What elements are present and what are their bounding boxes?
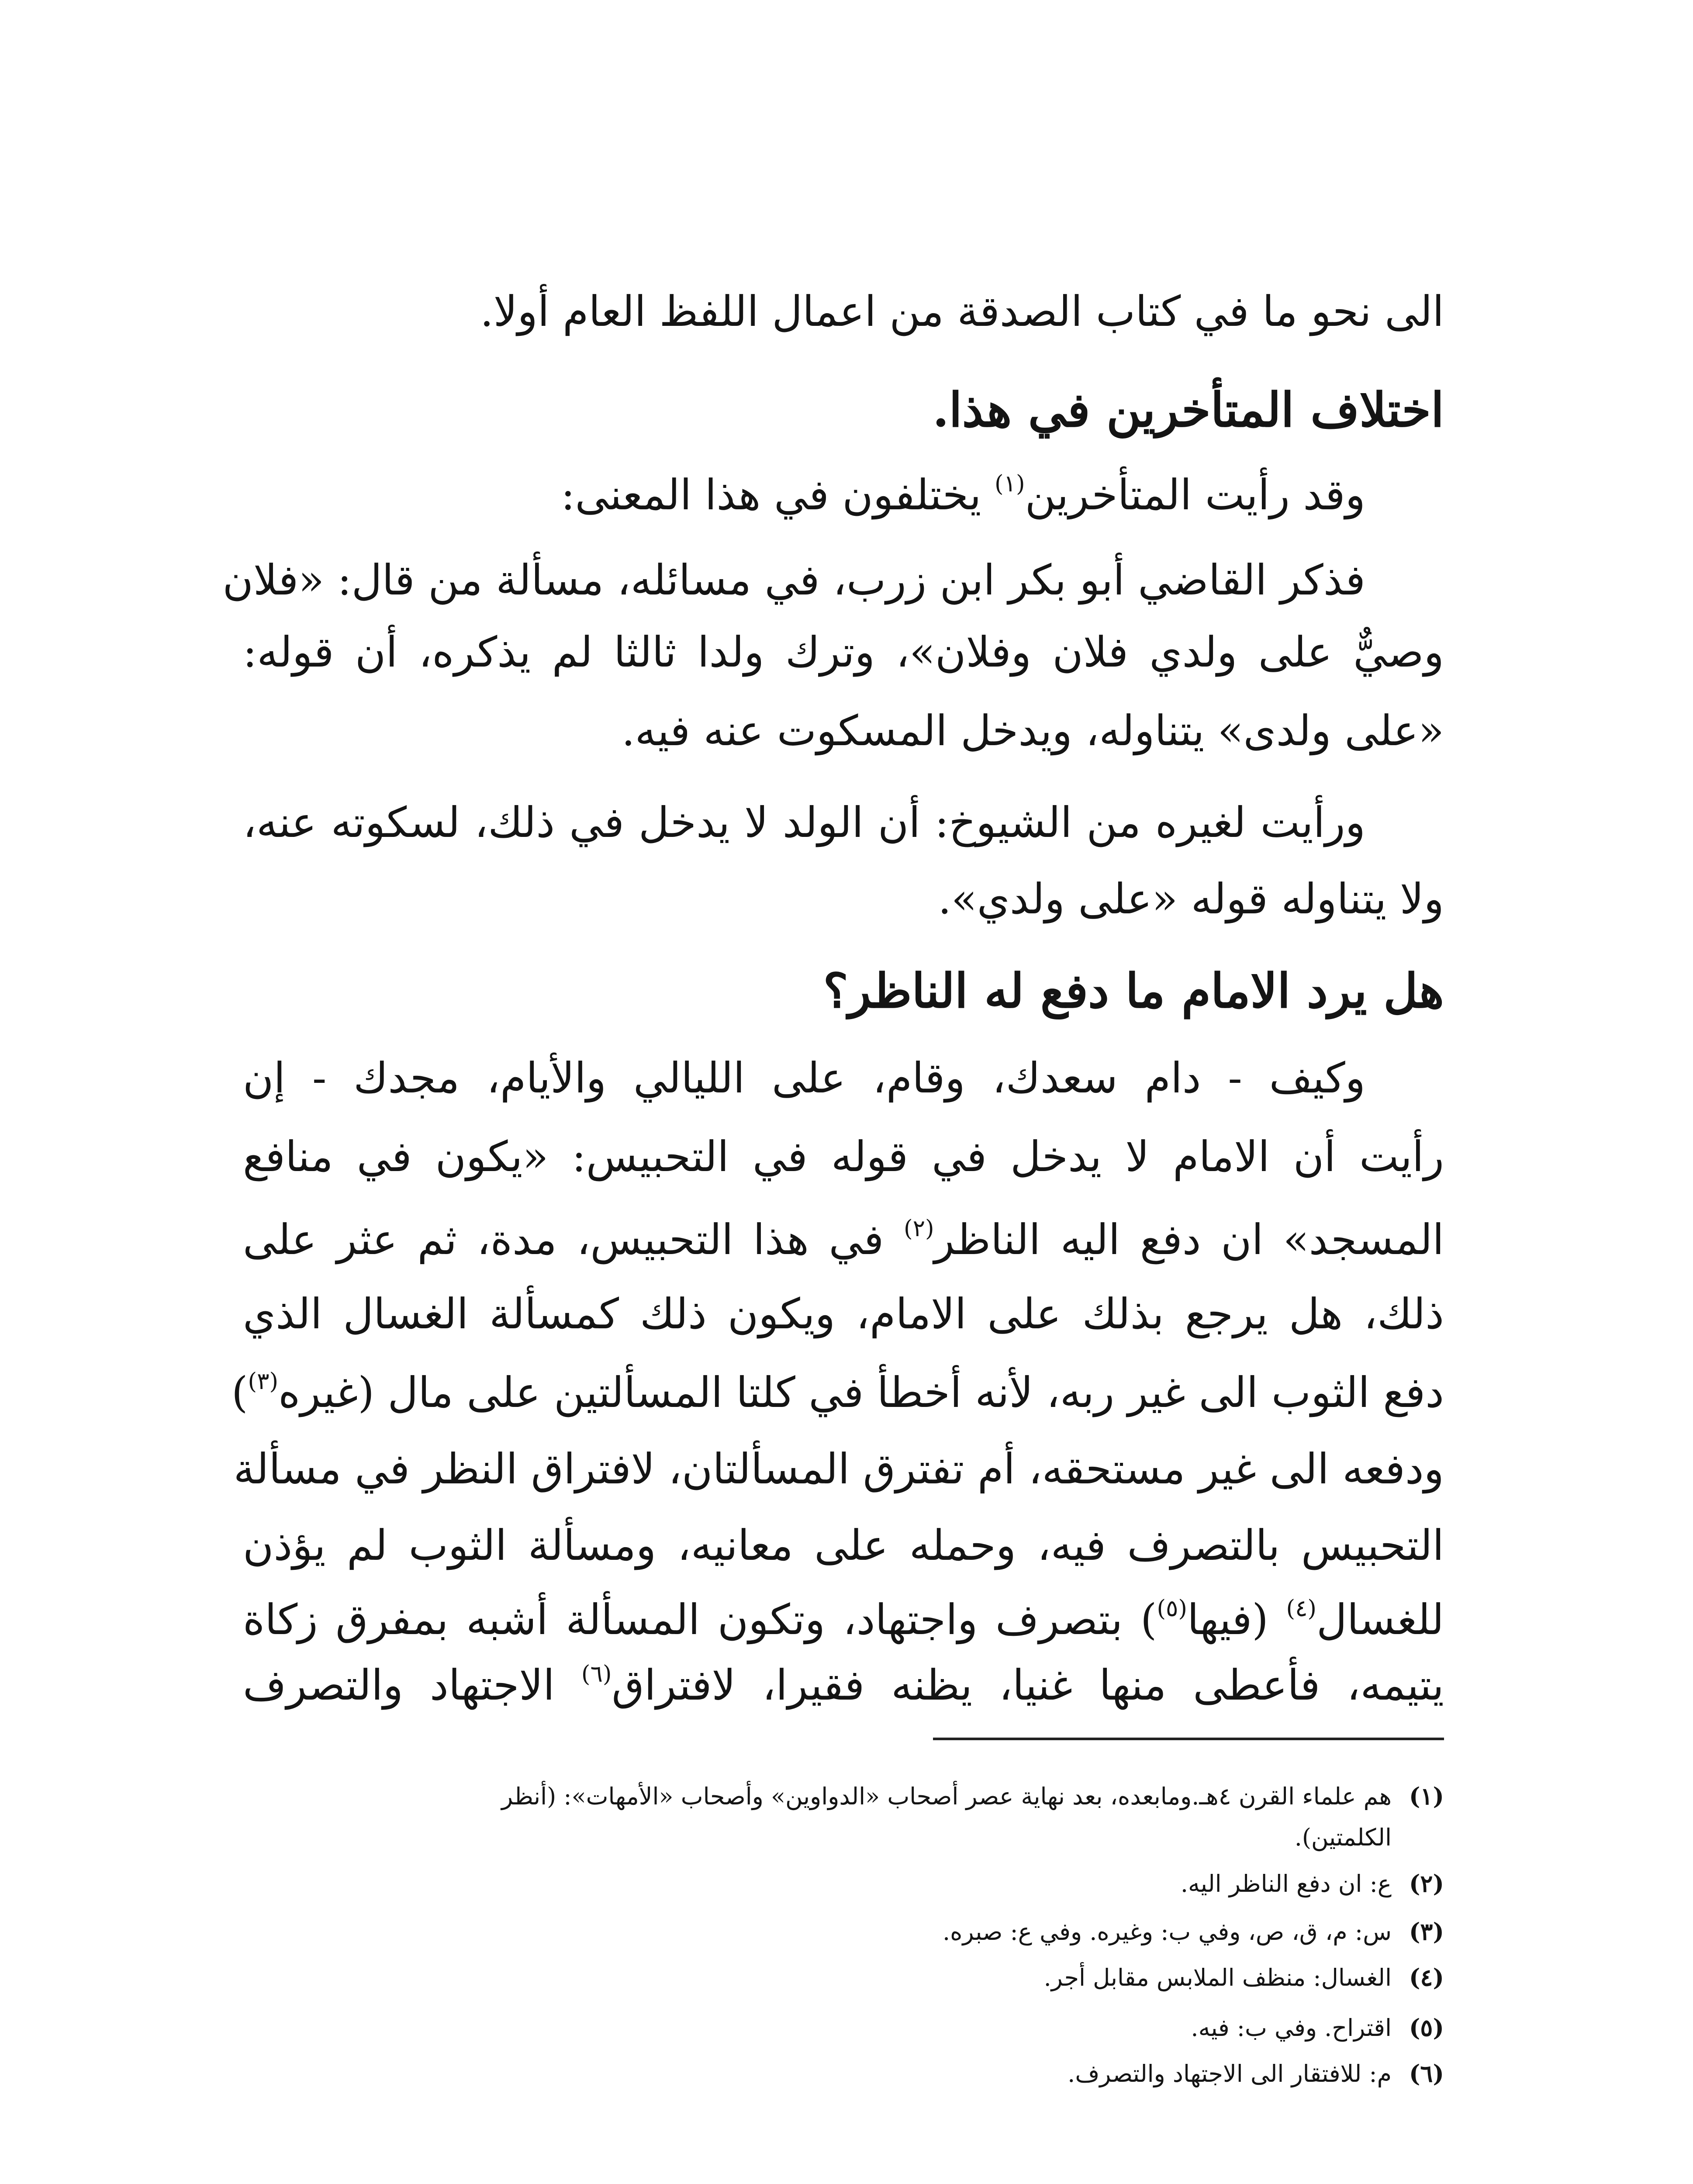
footnote-text: س: م، ق، ص، وفي ب: وغيره. وفي ع: صبره. xyxy=(942,1918,1392,1946)
footnote-2 xyxy=(247,1872,1444,1896)
body-line-1: الى نحو ما في كتاب الصدقة من اعمال اللفظ العام أولا. xyxy=(480,287,1444,336)
body-line-10: المسجد» ان دفع اليه الناظر$^{(٢)}$ في هذا التحبيس، مدة، ثم عثر على xyxy=(243,1215,1444,1264)
footnote-text: م: للافتقار الى الاجتهاد والتصرف. xyxy=(1068,2060,1392,2087)
footnote-4 xyxy=(247,1963,1444,1991)
body-line-11: ذلك، هل يرجع بذلك على الامام، ويكون ذلك كمسألة الغسال الذي xyxy=(243,1289,1444,1338)
body-line-6: ورأيت لغيره من الشيوخ: أن الولد لا يدخل في ذلك، لسكوته عنه، xyxy=(243,798,1365,847)
footnote-number: (٥) xyxy=(1409,2014,1444,2042)
footnote-number: (٣) xyxy=(1409,1918,1444,1946)
body-line-14: التحبيس بالتصرف فيه، وحمله على معانيه، ومسألة الثوب لم يؤذن xyxy=(243,1521,1444,1570)
footnote-1 xyxy=(247,1784,1444,1808)
body-line-15: للغسال$^{(٤)}$ (فيها$^{(٥)}$) بتصرف واجتهاد، وتكون المسألة أشبه بمفرق زكاة xyxy=(243,1595,1444,1644)
body-line-7: ولا يتناوله قوله «على ولدي». xyxy=(938,874,1444,923)
footnote-5 xyxy=(247,2016,1444,2040)
body-line-4: وصيٌّ على ولدي فلان وفلان»، وترك ولدا ثالثا لم يذكره، أن قوله: xyxy=(243,628,1444,677)
body-line-2: وقد رأيت المتأخرين$^{(١)}$ يختلفون في هذا المعنى: xyxy=(561,470,1365,519)
footnote-3 xyxy=(247,1920,1444,1944)
footnote-number: (٦) xyxy=(1409,2060,1444,2087)
footnote-text: هم علماء القرن ٤هـ.ومابعده، بعد نهاية عصر أصحاب «الدواوين» وأصحاب «الأمهات»: (أنظر xyxy=(501,1783,1392,1810)
body-line-8: وكيف - دام سعدك، وقام، على الليالي والأيام، مجدك - إن xyxy=(243,1054,1365,1102)
footnote-1-continuation: الكلمتين). xyxy=(1294,1824,1392,1851)
footnote-separator xyxy=(933,1738,1444,1740)
section-heading-later-scholars: اختلاف المتأخرين في هذا. xyxy=(933,383,1444,438)
footnote-ref-3: (٣) xyxy=(248,1368,279,1395)
section-heading-imam-return: هل يرد الامام ما دفع له الناظر؟ xyxy=(823,964,1444,1019)
body-line-9: رأيت أن الامام لا يدخل في قوله في التحبيس: «يكون في منافع xyxy=(243,1132,1444,1181)
body-line-13: ودفعه الى غير مستحقه، أم تفترق المسألتان، لافتراق النظر في مسألة xyxy=(233,1444,1444,1493)
footnote-text: ع: ان دفع الناظر اليه. xyxy=(1180,1870,1392,1897)
footnote-text: الغسال: منظف الملابس مقابل أجر. xyxy=(1043,1964,1392,1991)
body-line-3: فذكر القاضي أبو بكر ابن زرب، في مسائله، مسألة من قال: «فلان xyxy=(222,556,1365,605)
footnote-ref-1: (١) xyxy=(994,470,1025,498)
footnote-ref-2: (٢) xyxy=(904,1215,934,1242)
body-line-5: «على ولدى» يتناوله، ويدخل المسكوت عنه فيه. xyxy=(622,706,1444,755)
footnote-ref-5: (٥) xyxy=(1157,1595,1188,1622)
footnote-ref-6: (٦) xyxy=(581,1661,612,1688)
footnote-number: (٤) xyxy=(1409,1963,1444,1991)
footnote-number: (١) xyxy=(1409,1782,1444,1810)
footnote-number: (٢) xyxy=(1409,1870,1444,1897)
footnote-6 xyxy=(247,2062,1444,2086)
body-line-16: يتيمه، فأعطى منها غنيا، يظنه فقيرا، لافتراق$^{(٦)}$ الاجتهاد والتصرف xyxy=(243,1661,1444,1710)
footnote-ref-4: (٤) xyxy=(1286,1595,1317,1622)
footnote-text: اقتراح. وفي ب: فيه. xyxy=(1191,2014,1392,2042)
body-line-12: دفع الثوب الى غير ربه، لأنه أخطأ في كلتا المسألتين على مال (غيره$^{(٣)}$) xyxy=(231,1368,1444,1417)
